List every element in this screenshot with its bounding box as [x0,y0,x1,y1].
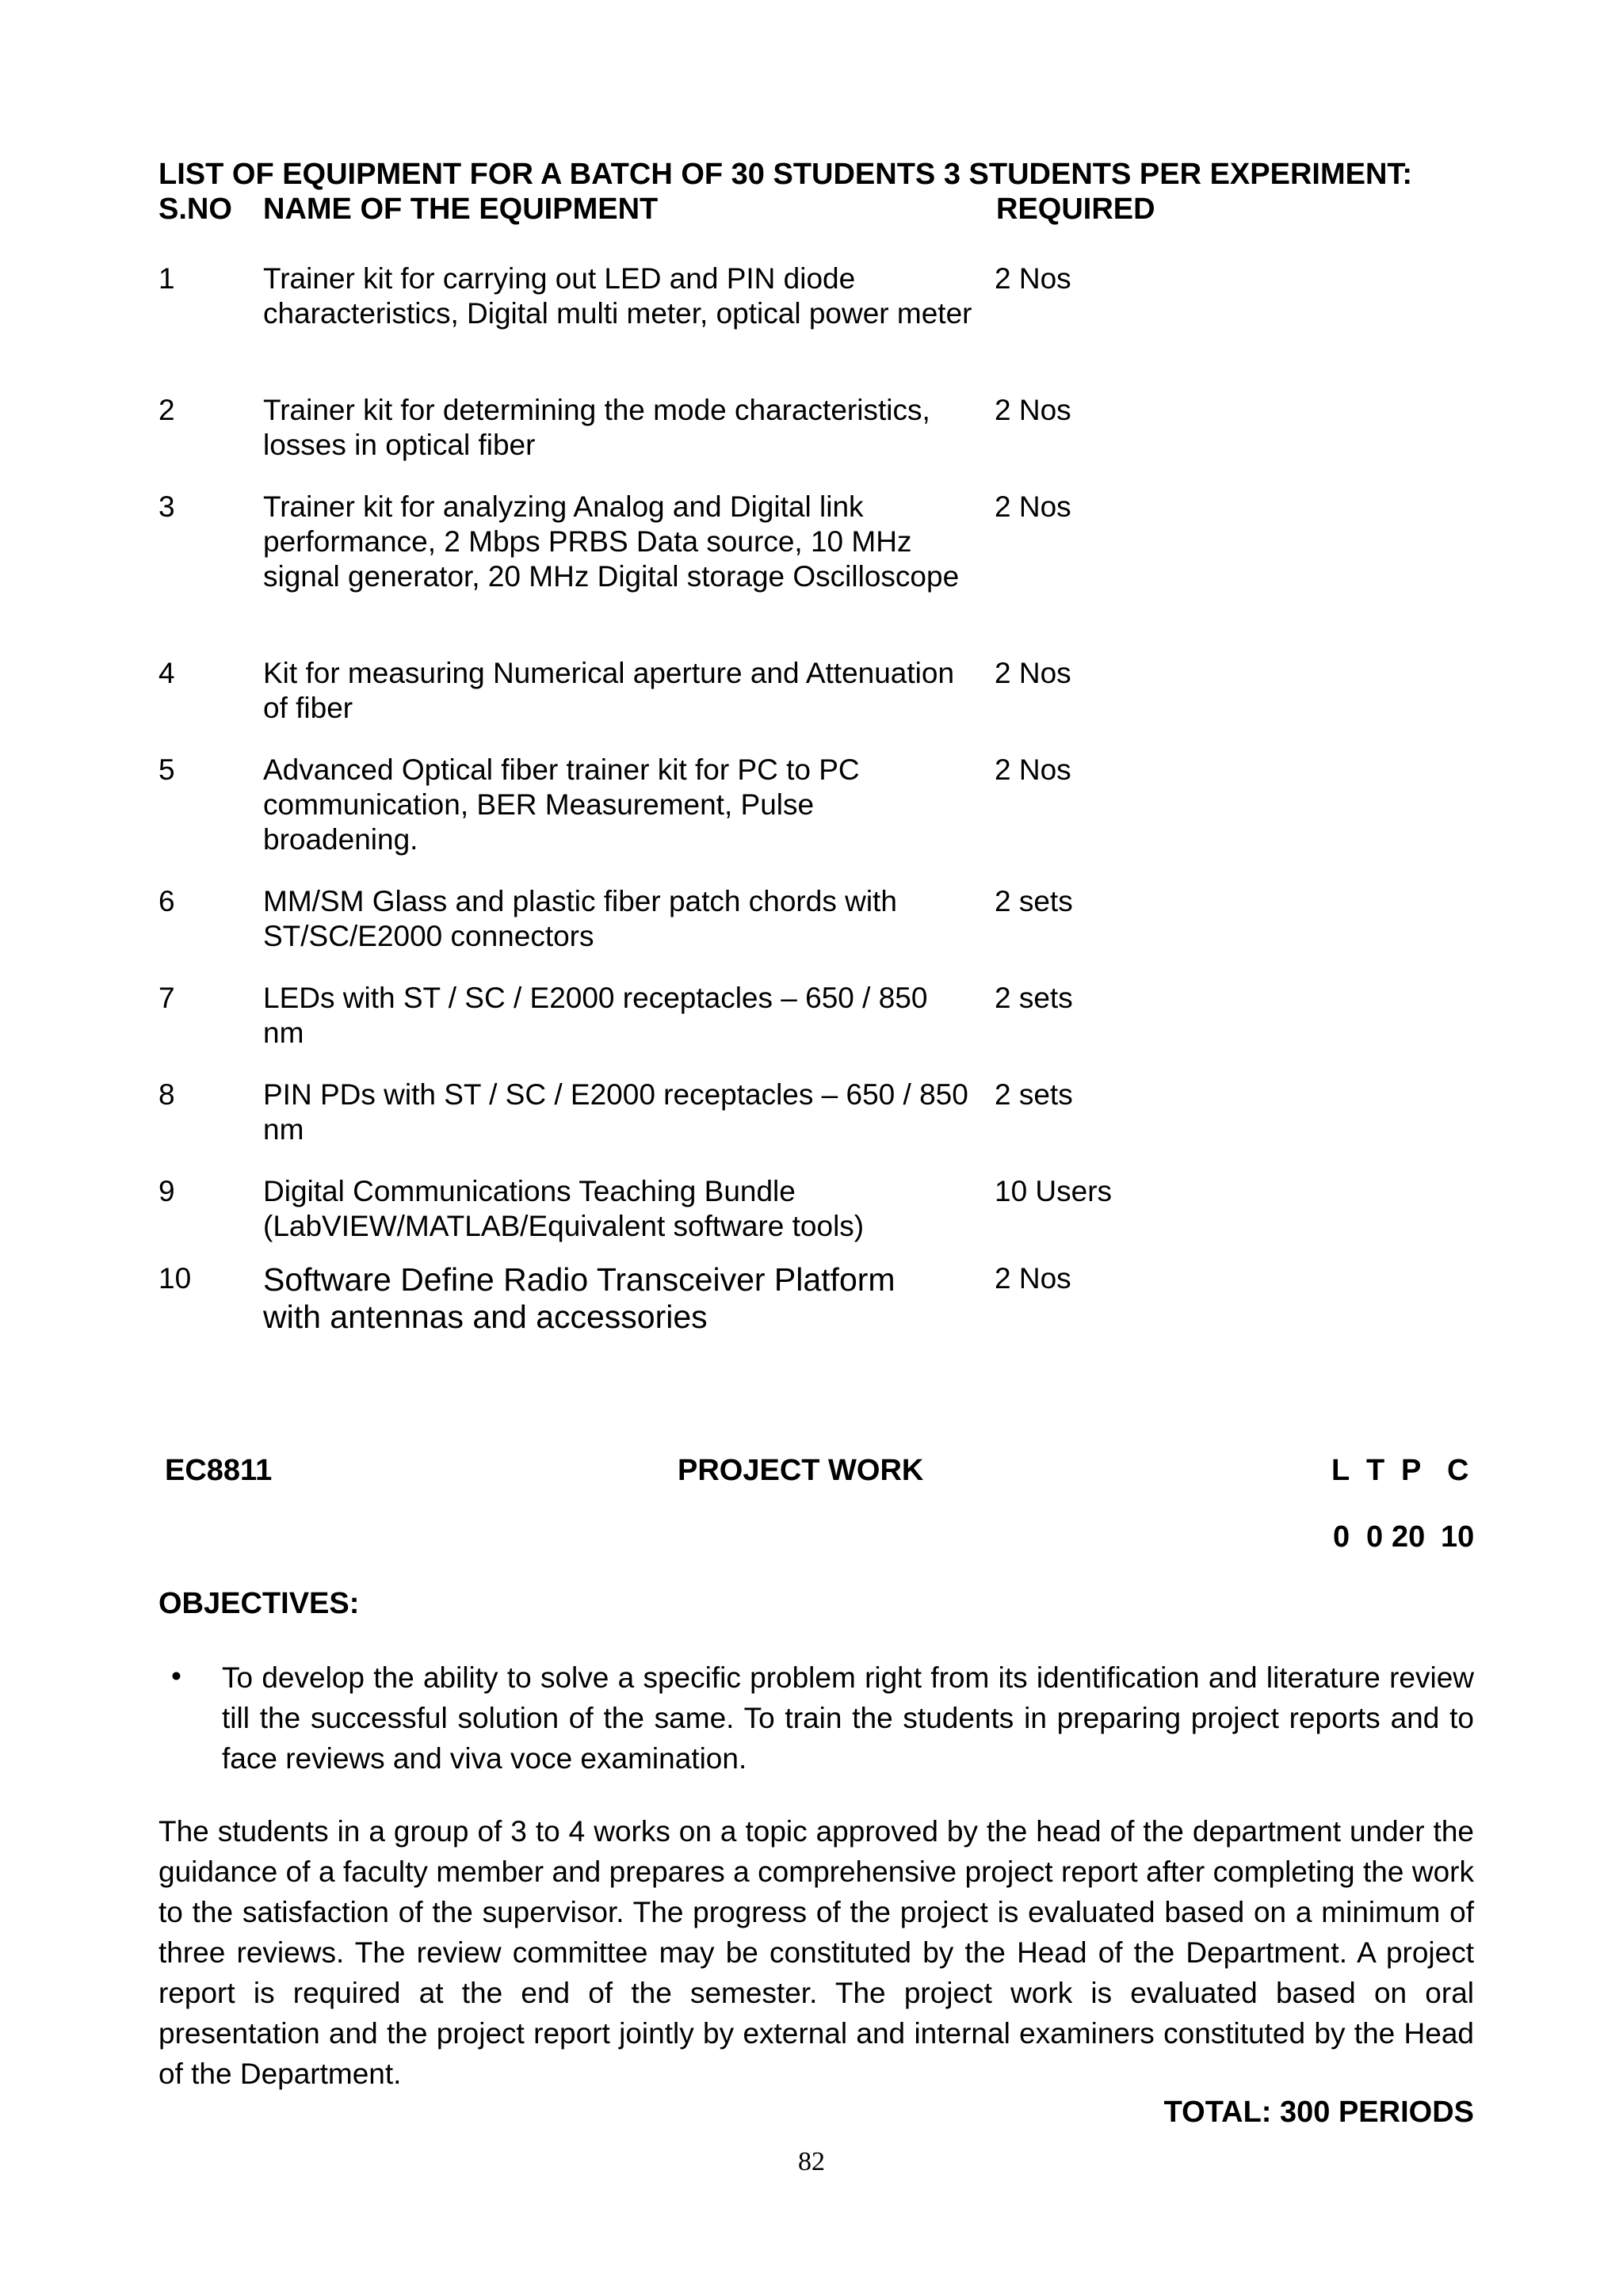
column-header-name: NAME OF THE EQUIPMENT [263,193,659,226]
page-number: 82 [798,2147,825,2176]
row-required: 2 Nos [995,262,1071,295]
equipment-heading: LIST OF EQUIPMENT FOR A BATCH OF 30 STUDENTS 3 STUDENTS PER EXPERIMENT: [158,158,1413,191]
objectives-heading: OBJECTIVES: [158,1587,360,1620]
row-equipment-name: Digital Communications Teaching Bundle (LabVIEW/MATLAB/Equivalent software tools) [263,1175,865,1242]
row-sno: 8 [158,1078,175,1111]
row-equipment-name: Trainer kit for analyzing Analog and Digital link performance, 2 Mbps PRBS Data source, 10 MHz signal generator, 20 MHz Digital storage Oscilloscope [263,490,960,593]
bullet-icon: • [171,1660,181,1692]
row-required: 2 sets [995,885,1073,917]
row-sno: 10 [158,1262,192,1295]
ltpc-value-t: 0 [1366,1520,1384,1554]
row-sno: 9 [158,1175,175,1207]
course-code: EC8811 [165,1454,273,1487]
row-equipment-name: Software Define Radio Transceiver Platform with antennas and accessories [263,1261,896,1335]
row-required: 2 sets [995,1078,1073,1111]
ltpc-label-t: T [1366,1454,1385,1487]
row-required: 2 Nos [995,753,1071,786]
row-equipment-name: MM/SM Glass and plastic fiber patch chords with ST/SC/E2000 connectors [263,885,897,952]
row-required: 2 sets [995,982,1073,1014]
column-header-sno: S.NO [158,193,232,226]
row-required: 2 Nos [995,394,1071,426]
ltpc-label-l: L [1331,1454,1350,1487]
row-equipment-name: Advanced Optical fiber trainer kit for PC to PC communication, BER Measurement, Pulse broadening. [263,753,860,856]
row-equipment-name: Kit for measuring Numerical aperture and Attenuation of fiber [263,657,955,724]
row-sno: 6 [158,885,175,917]
ltpc-value-l: 0 [1333,1520,1350,1554]
row-sno: 3 [158,490,175,523]
row-sno: 2 [158,394,175,426]
course-title: PROJECT WORK [678,1454,924,1487]
row-equipment-name: Trainer kit for determining the mode characteristics, losses in optical fiber [263,394,930,461]
column-header-required: REQUIRED [996,193,1155,226]
ltpc-value-c: 10 [1441,1520,1475,1554]
row-sno: 7 [158,982,175,1014]
row-required: 2 Nos [995,657,1071,689]
row-equipment-name: PIN PDs with ST / SC / E2000 receptacles – 650 / 850 nm [263,1078,968,1146]
row-required: 10 Users [995,1175,1113,1207]
objective-item: To develop the ability to solve a specific problem right from its identification and literature review till the successful solution of the same. To train the students in preparing project reports and to face reviews and viva voce examination. [222,1661,1474,1775]
ltpc-label-c: C [1447,1454,1469,1487]
row-sno: 1 [158,262,175,295]
row-required: 2 Nos [995,490,1071,523]
row-sno: 5 [158,753,175,786]
ltpc-label-p: P [1401,1454,1422,1487]
ltpc-value-p: 20 [1392,1520,1426,1554]
row-equipment-name: Trainer kit for carrying out LED and PIN diode characteristics, Digital multi meter, optical power meter [263,262,972,330]
row-required: 2 Nos [995,1262,1071,1295]
row-sno: 4 [158,657,175,689]
row-equipment-name: LEDs with ST / SC / E2000 receptacles – 650 / 850 nm [263,982,928,1049]
project-description: The students in a group of 3 to 4 works on a topic approved by the head of the department under the guidance of a faculty member and prepares a comprehensive project report after completing the work to the satisfaction of the supervisor. The progress of the project is evaluated based on a minimum of three reviews. The review committee may be constituted by the Head of the Department. A project report is required at the end of the semester. The project work is evaluated based on oral presentation and the project report jointly by external and internal examiners constituted by the Head of the Department. [158,1815,1474,2090]
total-periods: TOTAL: 300 PERIODS [1163,2096,1474,2129]
